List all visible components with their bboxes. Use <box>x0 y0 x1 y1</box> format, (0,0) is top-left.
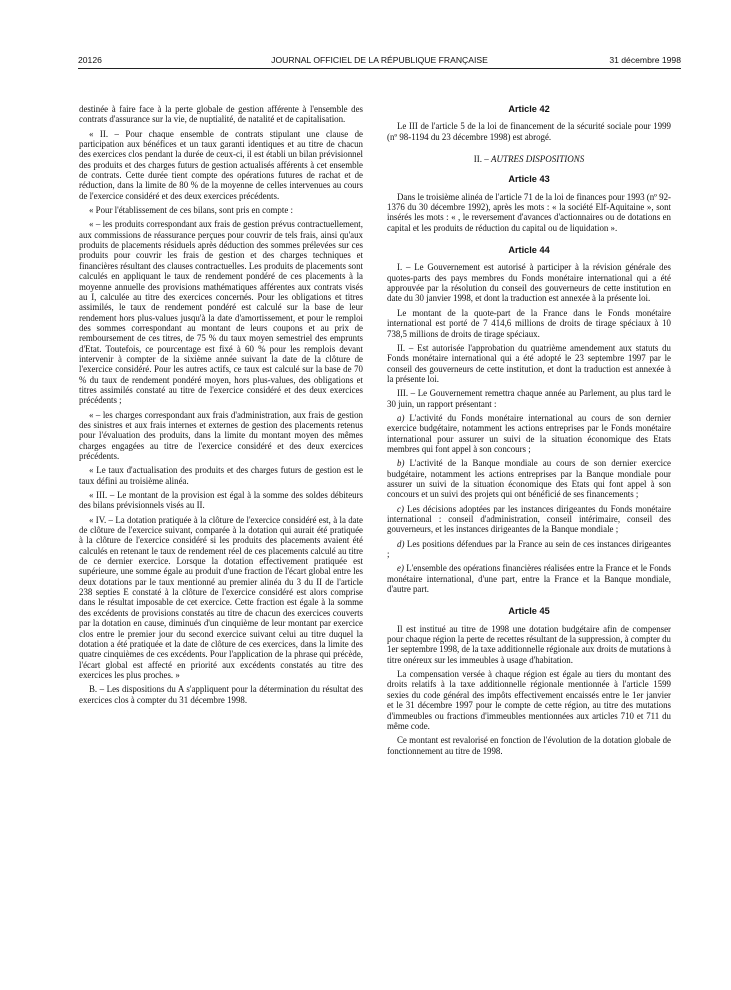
section-numeral: II. – <box>473 154 491 165</box>
paragraph: II. – Est autorisée l'approbation du quatrième amendement aux statuts du Fonds monétaire international qui a été adopté le 23 septembre 1997 par le conseil des gouverneurs de cette institution, et dont la traduction est annexée à la présente loi. <box>387 342 671 384</box>
paragraph: Ce montant est revalorisé en fonction de l'évolution de la dotation globale de fonctionnement au titre de 1998. <box>387 735 671 756</box>
list-item <box>387 413 671 454</box>
paragraph: « IV. – La dotation pratiquée à la clôture de l'exercice considéré est, à la date de clôture de l'exercice suivant, comparée à la dotation qui aurait été pratiquée à la clôture de l'exercice considéré si les produits des placements avaient été calculés en retenant le taux de rendement réel de ces placements calculé au titre de ce dernier exercice. Lorsque la dotation effectivement pratiquée est supérieure, une somme égale au produit d'une fraction de l'écart global entre les deux dotations par le taux mentionné au premier alinéa du 3 du II de l'article 238 septies E constaté à la clôture de l'exercice considéré est alors comprise dans le résultat imposable de cet exercice. Cette fraction est égale à la somme des excédents de provisions constatés au titre de chacun des exercices couverts par la dotation en cause, diminués d'un cinquième de leur montant par exercice clos entre le premier jour du second exercice suivant celui au titre duquel la dotation a été pratiquée et la date de clôture de ces exercices, dans la limite des quatre cinquièmes de ces excédents. Pour l'application de la phrase qui précède, l'écart global est affecté en priorité aux excédents constatés au titre des exercices les plus proches. » <box>79 514 363 680</box>
article-heading: Article 45 <box>508 606 550 617</box>
item-letter: a) <box>397 412 405 423</box>
paragraph: III. – Le Gouvernement remettra chaque année au Parlement, au plus tard le 30 juin, un rapport présentant : <box>387 388 671 409</box>
paragraph: La compensation versée à chaque région est égale au tiers du montant des droits relatifs à la taxe additionnelle régionale mentionnée à l'article 1599 sexies du code général des impôts effectivement encaissés entre le 1er janvier et le 31 décembre 1997 pour le compte de cette région, au titre des mutations d'immeubles ou fractions d'immeubles mentionnées aux articles 710 et 711 du même code. <box>387 669 671 731</box>
paragraph: Dans le troisième alinéa de l'article 71 de la loi de finances pour 1993 (nº 92-1376 du 30 décembre 1992), après les mots : « la société Elf-Aquitaine », sont insérés les mots : « , le reversement d'avances d'actionnaires ou de dotations en capital et les produits de réduction du capital ou de liquidation ». <box>387 191 671 233</box>
paragraph: B. – Les dispositions du A s'appliquent pour la détermination du résultat des exercices clos à compter du 31 décembre 1998. <box>79 684 363 705</box>
right-column <box>387 104 671 760</box>
paragraph: destinée à faire face à la perte globale de gestion afférente à l'ensemble des contrats d'assurance sur la vie, de nuptialité, de natalité et de capitalisation. <box>79 104 363 125</box>
header-rule <box>78 68 681 69</box>
section-title: AUTRES DISPOSITIONS <box>491 154 585 165</box>
list-item <box>387 539 671 560</box>
running-header <box>78 55 681 69</box>
list-item <box>387 504 671 535</box>
article-heading: Article 44 <box>508 245 550 256</box>
paragraph: Il est institué au titre de 1998 une dotation budgétaire afin de compenser pour chaque région la perte de recettes résultant de la suppression, à compter du 1er septembre 1998, de la taxe additionnelle régionale aux droits de mutations à titre onéreux sur les immeubles à usage d'habitation. <box>387 623 671 665</box>
item-letter: e) <box>397 563 404 574</box>
item-text: L'ensemble des opérations financières réalisées entre la France et le Fonds monétaire international, d'une part, entre la France et la Banque mondiale, d'autre part. <box>387 563 671 595</box>
left-column <box>79 104 363 709</box>
item-letter: c) <box>397 503 404 514</box>
paragraph: « Pour l'établissement de ces bilans, sont pris en compte : <box>89 205 293 216</box>
item-text: Les positions défendues par la France au sein de ces instances dirigeantes ; <box>387 538 671 560</box>
item-letter: d) <box>397 538 405 549</box>
paragraph: « Le taux d'actualisation des produits et des charges futurs de gestion est le taux défini au troisième alinéa. <box>79 465 363 486</box>
journal-title: JOURNAL OFFICIEL DE LA RÉPUBLIQUE FRANÇAISE <box>271 55 488 65</box>
list-item <box>387 563 671 594</box>
item-text: L'activité de la Banque mondiale au cours de son dernier exercice budgétaire, notamment les actions entreprises par la Banque mondiale pour assurer un suivi de la situation économique des Etats qui font appel à son concours et un suivi des projets qui ont bénéficié de ses financements ; <box>387 458 671 500</box>
paragraph: « – les charges correspondant aux frais d'administration, aux frais de gestion des sinistres et aux frais internes et externes de gestion des placements retenus pour l'évaluation des produits, dans la limite du montant moyen des mêmes charges engagées au titre de l'exercice considéré et des deux exercices précédents. <box>79 409 363 461</box>
item-text: Les décisions adoptées par les instances dirigeantes du Fonds monétaire international : conseil d'administration, conseil intérimaire, conseil des gouverneurs, et les instances dirigeantes de la Banque mondiale ; <box>387 503 671 535</box>
paragraph: I. – Le Gouvernement est autorisé à participer à la révision générale des quotes-parts des pays membres du Fonds monétaire international qui a été approuvée par la résolution du conseil des gouverneurs de cette institution en date du 30 janvier 1998, et dont la traduction est annexée à la présente loi. <box>387 262 671 304</box>
item-letter: b) <box>397 458 405 469</box>
paragraph: Le III de l'article 5 de la loi de financement de la sécurité sociale pour 1999 (nº 98-1194 du 23 décembre 1998) est abrogé. <box>387 121 671 142</box>
article-heading: Article 42 <box>508 104 550 114</box>
article-heading: Article 43 <box>508 174 550 185</box>
list-item <box>387 458 671 499</box>
item-text: L'activité du Fonds monétaire international au cours de son dernier exercice budgétaire, notamment les actions entreprises par le Fonds monétaire international pour assurer un suivi de la situation économique des Etats membres qui font appel à son concours ; <box>387 412 671 454</box>
paragraph: « II. – Pour chaque ensemble de contrats stipulant une clause de participation aux bénéfices et un taux garanti identiques et au titre de chacun des exercices clos pendant la durée de ceux-ci, il est établi un bilan prévisionnel des produits et des charges futurs de gestion actualisés afférents à cet ensemble de contrats. Cette durée tient compte des opérations futures de rachat et de réduction, dans la limite de 80 % de la moyenne de celles intervenues au cours de l'exercice considéré et des deux exercices précédents. <box>79 128 363 201</box>
paragraph: Le montant de la quote-part de la France dans le Fonds monétaire international est porté de 7 414,6 millions de droits de tirage spéciaux à 10 738,5 millions de droits de tirage spéciaux. <box>387 307 671 339</box>
paragraph: « III. – Le montant de la provision est égal à la somme des soldes débiteurs des bilans prévisionnels visés au II. <box>79 490 363 511</box>
issue-date: 31 décembre 1998 <box>609 55 681 65</box>
paragraph: « – les produits correspondant aux frais de gestion prévus contractuellement, aux commissions de réassurance perçues pour couvrir de tels frais, ainsi qu'aux produits de placements résiduels après déduction des sommes prélevées sur ces produits pour couvrir les frais de gestion et des charges techniques et financières résultant des clauses contractuelles. Les produits de placements sont calculés en appliquant le taux de rendement pondéré de ces placements à la moyenne annuelle des provisions mathématiques afférentes aux contrats visés au I, calculée au titre des exercices concernés. Pour les obligations et titres assimilés, le taux de rendement pondéré est calculé sur la base de leur rendement hors plus-values jusqu'à la date d'amortissement, et pour le remploi des sommes correspondant au montant de leurs coupons et au prix de remboursement de ces titres, de 75 % du taux moyen semestriel des emprunts d'Etat. Toutefois, ce pourcentage est fixé à 60 % pour les remplois devant intervenir à compter de la sixième année suivant la date de la clôture de l'exercice considéré. Pour les autres actifs, ce taux est calculé sur la base de 70 % du taux de rendement pondéré moyen, hors plus-values, des obligations et titres assimilés constaté au titre de l'exercice considéré et des deux exercices précédents ; <box>79 219 363 406</box>
page-number: 20126 <box>78 55 102 65</box>
section-heading <box>387 154 671 164</box>
